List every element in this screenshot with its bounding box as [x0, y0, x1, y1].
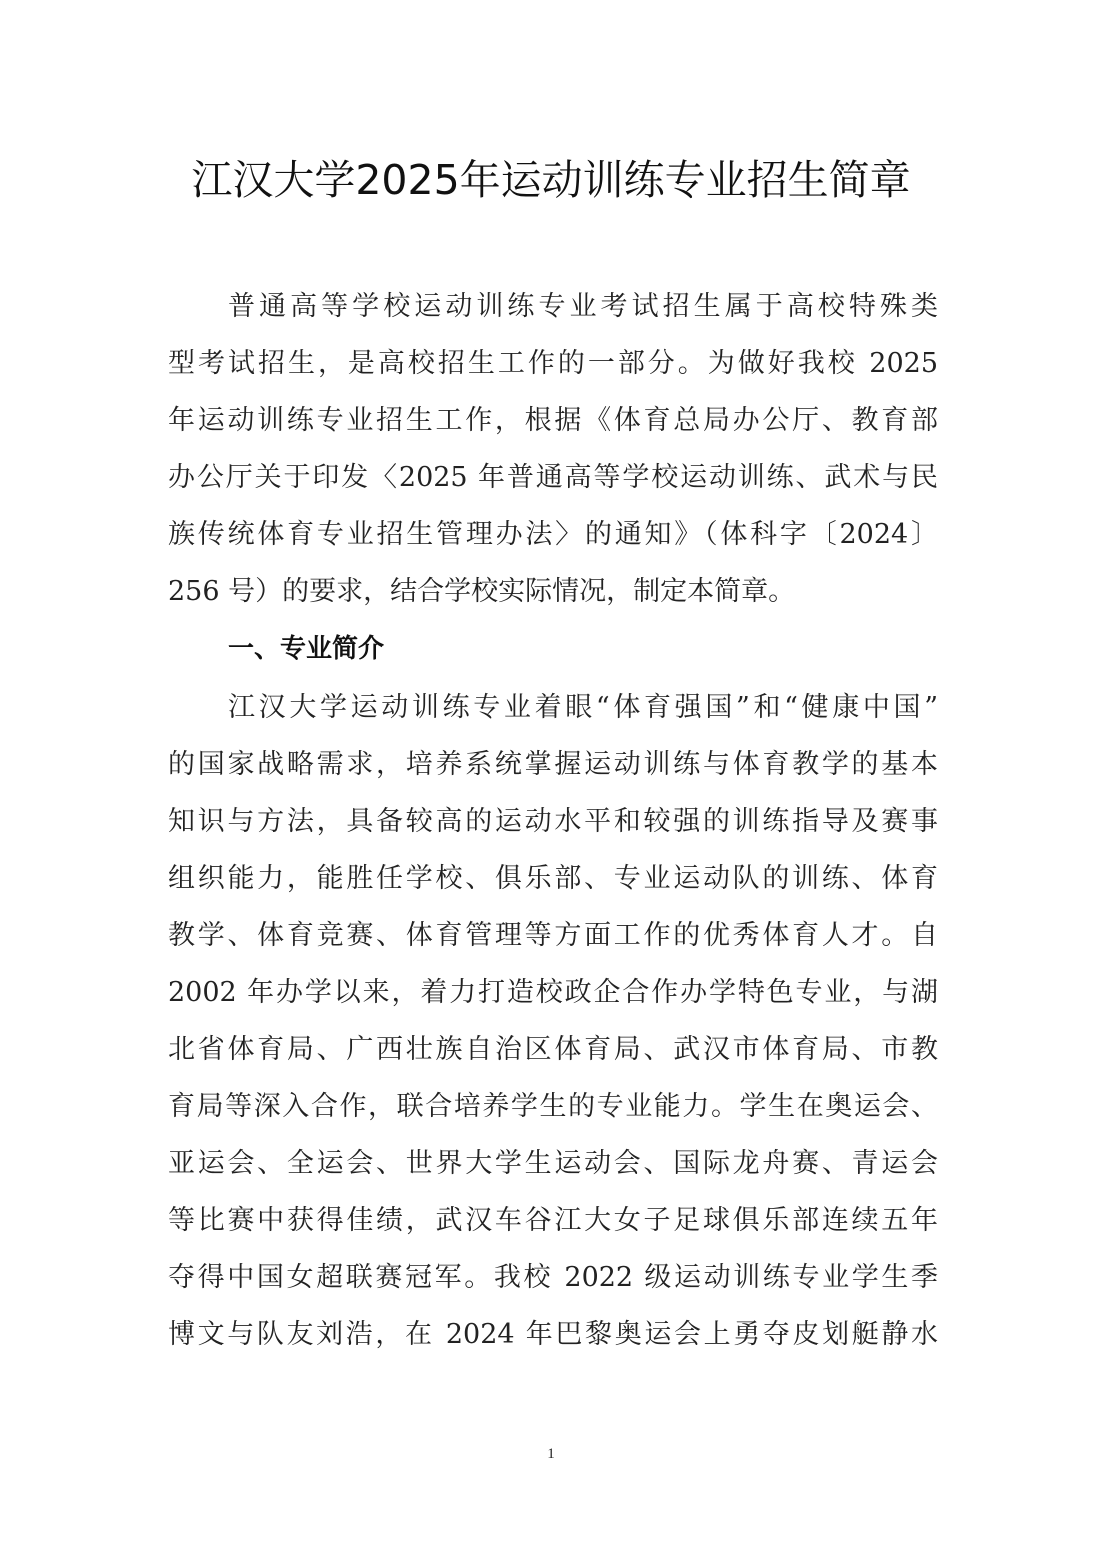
paragraph-line: 年运动训练专业招生工作，根据《体育总局办公厅、教育部 [168, 405, 938, 436]
paragraph-line: 256 号）的要求，结合学校实际情况，制定本简章。 [168, 576, 796, 607]
paragraph-line: 办公厅关于印发〈2025 年普通高等学校运动训练、武术与民 [168, 462, 938, 493]
section-heading: 一、专业简介 [228, 634, 385, 664]
paragraph-line: 2002 年办学以来，着力打造校政企合作办学特色专业，与湖 [168, 977, 938, 1008]
page-number: 1 [547, 1446, 555, 1462]
paragraph-line: 族传统体育专业招生管理办法〉的通知》（体科字〔2024〕 [168, 519, 938, 550]
paragraph-line: 教学、体育竞赛、体育管理等方面工作的优秀体育人才。自 [168, 920, 938, 951]
paragraph-line: 夺得中国女超联赛冠军。我校 2022 级运动训练专业学生季 [168, 1262, 938, 1293]
paragraph-line: 普通高等学校运动训练专业考试招生属于高校特殊类 [228, 291, 938, 322]
paragraph-line: 北省体育局、广西壮族自治区体育局、武汉市体育局、市教 [168, 1034, 938, 1065]
paragraph-line: 的国家战略需求，培养系统掌握运动训练与体育教学的基本 [168, 749, 938, 780]
paragraph-line: 博文与队友刘浩，在 2024 年巴黎奥运会上勇夺皮划艇静水 [168, 1319, 938, 1350]
paragraph-line: 知识与方法，具备较高的运动水平和较强的训练指导及赛事 [168, 806, 938, 837]
paragraph-line: 江汉大学运动训练专业着眼“体育强国”和“健康中国” [228, 692, 938, 723]
paragraph-line: 等比赛中获得佳绩，武汉车谷江大女子足球俱乐部连续五年 [168, 1205, 938, 1236]
paragraph-line: 型考试招生，是高校招生工作的一部分。为做好我校 2025 [168, 348, 938, 379]
paragraph-line: 亚运会、全运会、世界大学生运动会、国际龙舟赛、青运会 [168, 1148, 938, 1179]
document-title: 江汉大学2025年运动训练专业招生简章 [191, 156, 911, 204]
paragraph-line: 组织能力，能胜任学校、俱乐部、专业运动队的训练、体育 [168, 863, 938, 894]
paragraph-line: 育局等深入合作，联合培养学生的专业能力。学生在奥运会、 [168, 1091, 938, 1122]
